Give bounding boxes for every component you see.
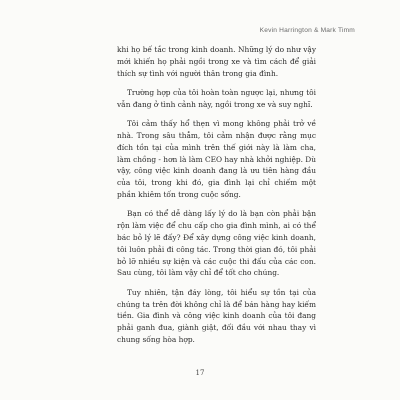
running-head: Kevin Harrington & Mark Timm <box>259 27 355 34</box>
paragraph-3: Tôi cảm thấy hổ thẹn vì mong không phải trở về nhà. Trong sâu thẳm, tôi cảm nhận được rằng mục đích tồn tại của mình trên thế giới này là làm cha, làm chồng - hơn là làm CEO hay nhà khởi nghiệp. Dù vậy, công việc kinh doanh đang là ưu tiên hàng đầu của tôi, trong khi đó, gia đình lại chỉ chiếm một phần khiêm tốn trong cuộc sống. <box>117 119 316 199</box>
paragraph-4: Bạn có thể dễ dàng lấy lý do là bạn còn phải bận rộn làm việc để chu cấp cho gia đình mình, ai có thể bác bỏ lý lẽ đấy? Để xây dựng công việc kinh doanh, tôi luôn phải đi công tác. Trong thời gian đó, tôi phải bỏ lỡ nhiều sự kiện và các cuộc thi đấu của các con. Sau cùng, tôi làm vậy chỉ để tốt cho chúng. <box>117 209 316 278</box>
body-text <box>117 44 316 353</box>
paragraph-1: khi họ bế tắc trong kinh doanh. Những lý do như vậy mới khiến họ phải ngồi trong xe và tìm cách để giải thích sự tình với người thân trong gia đình. <box>117 45 316 78</box>
page-number: 17 <box>195 369 205 377</box>
paragraph-2: Trường hợp của tôi hoàn toàn ngược lại, nhưng tôi vẫn đang ở tình cảnh này, ngồi trong xe và suy nghĩ. <box>117 87 316 109</box>
paragraph-5: Tuy nhiên, tận đáy lòng, tôi hiểu sự tồn tại của chúng ta trên đời không chỉ là để bán hàng hay kiếm tiền. Gia đình và công việc kinh doanh của tôi đang phải ganh đua, giành giật, đối đầu với nhau thay vì chung sống hòa hợp. <box>117 287 316 344</box>
